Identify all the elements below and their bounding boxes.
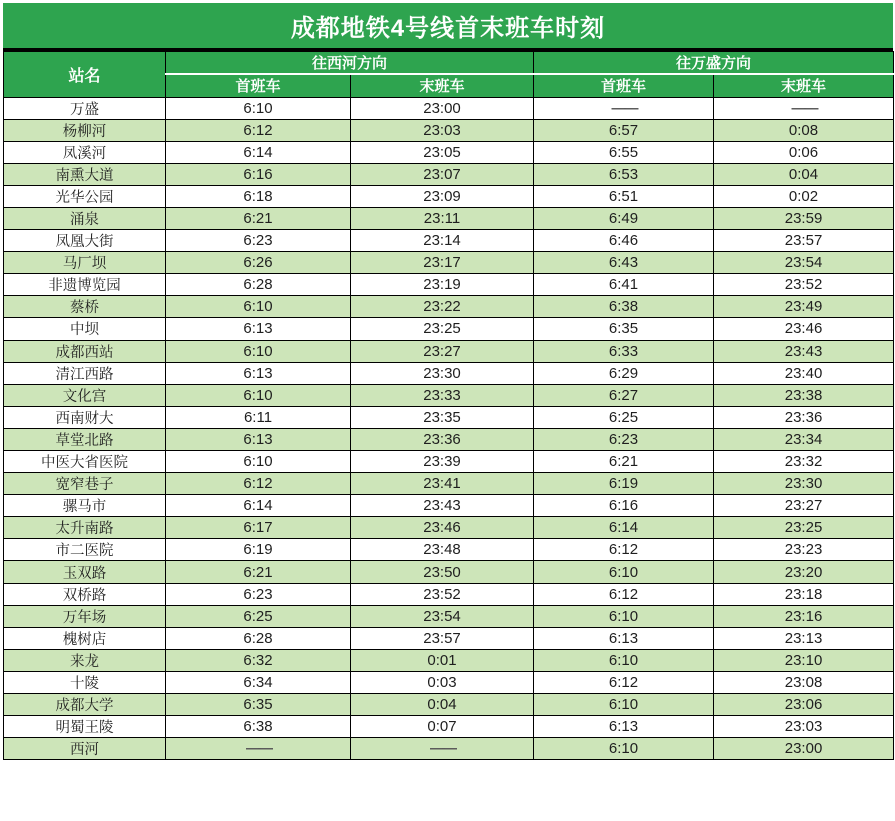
wansheng-first-time-cell: 6:14 — [534, 517, 714, 539]
direction-header-wansheng: 往万盛方向 — [534, 52, 894, 75]
direction-header-row — [4, 52, 894, 75]
xihe-last-time-cell: 23:33 — [351, 384, 534, 406]
wansheng-last-time-cell: 23:13 — [714, 627, 894, 649]
xihe-last-time-cell: 23:43 — [351, 495, 534, 517]
xihe-last-time-cell: 23:09 — [351, 185, 534, 207]
wansheng-last-time-cell: 0:04 — [714, 163, 894, 185]
table-row — [4, 252, 894, 274]
xihe-last-time-cell: 23:50 — [351, 561, 534, 583]
station-column-header: 站名 — [4, 52, 166, 98]
station-name-cell: 市二医院 — [4, 539, 166, 561]
xihe-first-time-cell: 6:13 — [166, 362, 351, 384]
station-name-cell: 万盛 — [4, 97, 166, 119]
table-row — [4, 451, 894, 473]
wansheng-first-time-cell: 6:25 — [534, 406, 714, 428]
wansheng-last-time-cell: 23:36 — [714, 406, 894, 428]
table-row — [4, 274, 894, 296]
wansheng-first-time-cell: 6:23 — [534, 428, 714, 450]
xihe-first-time-cell: 6:28 — [166, 274, 351, 296]
station-name-cell: 草堂北路 — [4, 428, 166, 450]
table-row — [4, 517, 894, 539]
xihe-last-time-cell: 23:52 — [351, 583, 534, 605]
table-row — [4, 207, 894, 229]
xihe-last-time-cell: 23:22 — [351, 296, 534, 318]
wansheng-first-time-cell: 6:10 — [534, 694, 714, 716]
xihe-last-time-cell: 23:36 — [351, 428, 534, 450]
xihe-last-time-cell: 0:04 — [351, 694, 534, 716]
xihe-first-time-cell: 6:10 — [166, 384, 351, 406]
station-name-cell: 杨柳河 — [4, 119, 166, 141]
wansheng-first-time-cell: 6:10 — [534, 561, 714, 583]
xihe-last-time-cell: 23:54 — [351, 605, 534, 627]
wansheng-first-time-cell: 6:16 — [534, 495, 714, 517]
station-name-cell: 槐树店 — [4, 627, 166, 649]
xihe-first-time-cell: 6:10 — [166, 451, 351, 473]
table-row — [4, 495, 894, 517]
wansheng-last-time-cell: 23:25 — [714, 517, 894, 539]
wansheng-last-time-cell: 23:20 — [714, 561, 894, 583]
page-title: 成都地铁4号线首末班车时刻 — [290, 15, 606, 42]
wansheng-last-time-cell: 0:02 — [714, 185, 894, 207]
xihe-first-time-cell: 6:34 — [166, 671, 351, 693]
wansheng-last-time-cell: 23:54 — [714, 252, 894, 274]
xihe-first-time-cell: 6:11 — [166, 406, 351, 428]
timetable-header — [4, 52, 894, 98]
xihe-last-time-cell: 23:35 — [351, 406, 534, 428]
xihe-first-time-cell: 6:19 — [166, 539, 351, 561]
xihe-last-time-cell: 0:07 — [351, 716, 534, 738]
wansheng-last-time-cell: 23:23 — [714, 539, 894, 561]
xihe-last-time-cell: 23:25 — [351, 318, 534, 340]
table-row — [4, 738, 894, 760]
table-row — [4, 406, 894, 428]
wansheng-last-time-cell: 23:18 — [714, 583, 894, 605]
xihe-first-time-cell: 6:32 — [166, 649, 351, 671]
wansheng-first-time-cell: —— — [534, 97, 714, 119]
xihe-last-time-cell: 23:05 — [351, 141, 534, 163]
wansheng-last-time-cell: 23:00 — [714, 738, 894, 760]
station-name-cell: 马厂坝 — [4, 252, 166, 274]
xihe-first-train-header: 首班车 — [166, 74, 351, 97]
station-name-cell: 玉双路 — [4, 561, 166, 583]
wansheng-first-time-cell: 6:10 — [534, 738, 714, 760]
wansheng-first-time-cell: 6:10 — [534, 649, 714, 671]
xihe-last-train-header: 末班车 — [351, 74, 534, 97]
table-row — [4, 185, 894, 207]
xihe-first-time-cell: 6:17 — [166, 517, 351, 539]
xihe-first-time-cell: 6:10 — [166, 97, 351, 119]
xihe-first-time-cell: 6:13 — [166, 428, 351, 450]
xihe-first-time-cell: 6:10 — [166, 296, 351, 318]
wansheng-first-time-cell: 6:46 — [534, 230, 714, 252]
wansheng-last-time-cell: 23:06 — [714, 694, 894, 716]
wansheng-first-time-cell: 6:12 — [534, 671, 714, 693]
station-name-cell: 十陵 — [4, 671, 166, 693]
wansheng-last-time-cell: 23:46 — [714, 318, 894, 340]
wansheng-first-time-cell: 6:12 — [534, 539, 714, 561]
xihe-first-time-cell: 6:26 — [166, 252, 351, 274]
xihe-first-time-cell: 6:14 — [166, 495, 351, 517]
xihe-last-time-cell: 0:01 — [351, 649, 534, 671]
table-row — [4, 671, 894, 693]
table-row — [4, 583, 894, 605]
wansheng-last-time-cell: 23:10 — [714, 649, 894, 671]
xihe-first-time-cell: 6:23 — [166, 583, 351, 605]
station-name-cell: 成都大学 — [4, 694, 166, 716]
station-name-cell: 涌泉 — [4, 207, 166, 229]
wansheng-first-time-cell: 6:33 — [534, 340, 714, 362]
wansheng-first-time-cell: 6:27 — [534, 384, 714, 406]
wansheng-first-time-cell: 6:35 — [534, 318, 714, 340]
station-name-cell: 西南财大 — [4, 406, 166, 428]
wansheng-last-time-cell: 23:16 — [714, 605, 894, 627]
xihe-last-time-cell: 23:07 — [351, 163, 534, 185]
table-row — [4, 340, 894, 362]
xihe-first-time-cell: —— — [166, 738, 351, 760]
xihe-first-time-cell: 6:38 — [166, 716, 351, 738]
wansheng-last-time-cell: 23:32 — [714, 451, 894, 473]
wansheng-first-time-cell: 6:49 — [534, 207, 714, 229]
wansheng-last-time-cell: 0:08 — [714, 119, 894, 141]
timetable-body — [4, 97, 894, 760]
xihe-first-time-cell: 6:16 — [166, 163, 351, 185]
xihe-last-time-cell: 23:27 — [351, 340, 534, 362]
table-row — [4, 163, 894, 185]
wansheng-last-time-cell: 23:08 — [714, 671, 894, 693]
wansheng-first-time-cell: 6:38 — [534, 296, 714, 318]
table-row — [4, 384, 894, 406]
wansheng-last-time-cell: 23:03 — [714, 716, 894, 738]
station-name-cell: 非遗博览园 — [4, 274, 166, 296]
station-name-cell: 太升南路 — [4, 517, 166, 539]
xihe-last-time-cell: 23:00 — [351, 97, 534, 119]
wansheng-last-time-cell: 23:49 — [714, 296, 894, 318]
table-row — [4, 428, 894, 450]
station-name-cell: 凤凰大街 — [4, 230, 166, 252]
station-name-cell: 成都西站 — [4, 340, 166, 362]
xihe-last-time-cell: 23:46 — [351, 517, 534, 539]
wansheng-last-time-cell: 23:30 — [714, 473, 894, 495]
table-row — [4, 473, 894, 495]
xihe-last-time-cell: 23:03 — [351, 119, 534, 141]
station-name-cell: 中坝 — [4, 318, 166, 340]
station-name-cell: 光华公园 — [4, 185, 166, 207]
timetable — [3, 51, 894, 760]
wansheng-first-time-cell: 6:19 — [534, 473, 714, 495]
xihe-last-time-cell: 0:03 — [351, 671, 534, 693]
page-title-bar — [3, 3, 893, 51]
station-name-cell: 蔡桥 — [4, 296, 166, 318]
wansheng-last-time-cell: 0:06 — [714, 141, 894, 163]
station-name-cell: 来龙 — [4, 649, 166, 671]
wansheng-last-time-cell: 23:57 — [714, 230, 894, 252]
xihe-first-time-cell: 6:13 — [166, 318, 351, 340]
wansheng-first-time-cell: 6:51 — [534, 185, 714, 207]
xihe-first-time-cell: 6:18 — [166, 185, 351, 207]
wansheng-first-train-header: 首班车 — [534, 74, 714, 97]
wansheng-first-time-cell: 6:55 — [534, 141, 714, 163]
wansheng-first-time-cell: 6:21 — [534, 451, 714, 473]
station-name-cell: 中医大省医院 — [4, 451, 166, 473]
station-name-cell: 南熏大道 — [4, 163, 166, 185]
direction-header-xihe: 往西河方向 — [166, 52, 534, 75]
station-name-cell: 宽窄巷子 — [4, 473, 166, 495]
xihe-first-time-cell: 6:28 — [166, 627, 351, 649]
table-row — [4, 141, 894, 163]
table-row — [4, 539, 894, 561]
table-row — [4, 605, 894, 627]
wansheng-first-time-cell: 6:13 — [534, 716, 714, 738]
xihe-last-time-cell: 23:57 — [351, 627, 534, 649]
xihe-last-time-cell: 23:14 — [351, 230, 534, 252]
wansheng-last-time-cell: 23:38 — [714, 384, 894, 406]
table-row — [4, 97, 894, 119]
wansheng-first-time-cell: 6:41 — [534, 274, 714, 296]
table-row — [4, 716, 894, 738]
xihe-last-time-cell: 23:41 — [351, 473, 534, 495]
xihe-last-time-cell: 23:11 — [351, 207, 534, 229]
table-row — [4, 119, 894, 141]
xihe-last-time-cell: 23:48 — [351, 539, 534, 561]
station-name-cell: 西河 — [4, 738, 166, 760]
wansheng-first-time-cell: 6:53 — [534, 163, 714, 185]
xihe-last-time-cell: 23:30 — [351, 362, 534, 384]
wansheng-last-time-cell: 23:59 — [714, 207, 894, 229]
wansheng-last-time-cell: 23:40 — [714, 362, 894, 384]
xihe-first-time-cell: 6:14 — [166, 141, 351, 163]
table-row — [4, 649, 894, 671]
table-row — [4, 296, 894, 318]
table-row — [4, 318, 894, 340]
xihe-first-time-cell: 6:35 — [166, 694, 351, 716]
table-row — [4, 561, 894, 583]
table-row — [4, 694, 894, 716]
xihe-first-time-cell: 6:12 — [166, 473, 351, 495]
xihe-last-time-cell: 23:17 — [351, 252, 534, 274]
wansheng-first-time-cell: 6:57 — [534, 119, 714, 141]
wansheng-first-time-cell: 6:13 — [534, 627, 714, 649]
wansheng-first-time-cell: 6:12 — [534, 583, 714, 605]
xihe-first-time-cell: 6:12 — [166, 119, 351, 141]
xihe-last-time-cell: 23:19 — [351, 274, 534, 296]
xihe-first-time-cell: 6:21 — [166, 561, 351, 583]
xihe-first-time-cell: 6:21 — [166, 207, 351, 229]
station-name-cell: 文化宫 — [4, 384, 166, 406]
station-name-cell: 骡马市 — [4, 495, 166, 517]
station-name-cell: 明蜀王陵 — [4, 716, 166, 738]
xihe-first-time-cell: 6:10 — [166, 340, 351, 362]
wansheng-first-time-cell: 6:43 — [534, 252, 714, 274]
wansheng-last-time-cell: —— — [714, 97, 894, 119]
wansheng-first-time-cell: 6:29 — [534, 362, 714, 384]
table-row — [4, 230, 894, 252]
station-name-cell: 万年场 — [4, 605, 166, 627]
table-row — [4, 627, 894, 649]
wansheng-first-time-cell: 6:10 — [534, 605, 714, 627]
xihe-last-time-cell: 23:39 — [351, 451, 534, 473]
station-name-cell: 双桥路 — [4, 583, 166, 605]
wansheng-last-train-header: 末班车 — [714, 74, 894, 97]
xihe-first-time-cell: 6:25 — [166, 605, 351, 627]
wansheng-last-time-cell: 23:52 — [714, 274, 894, 296]
station-name-cell: 凤溪河 — [4, 141, 166, 163]
wansheng-last-time-cell: 23:34 — [714, 428, 894, 450]
xihe-first-time-cell: 6:23 — [166, 230, 351, 252]
station-name-cell: 清江西路 — [4, 362, 166, 384]
wansheng-last-time-cell: 23:27 — [714, 495, 894, 517]
xihe-last-time-cell: —— — [351, 738, 534, 760]
table-row — [4, 362, 894, 384]
wansheng-last-time-cell: 23:43 — [714, 340, 894, 362]
